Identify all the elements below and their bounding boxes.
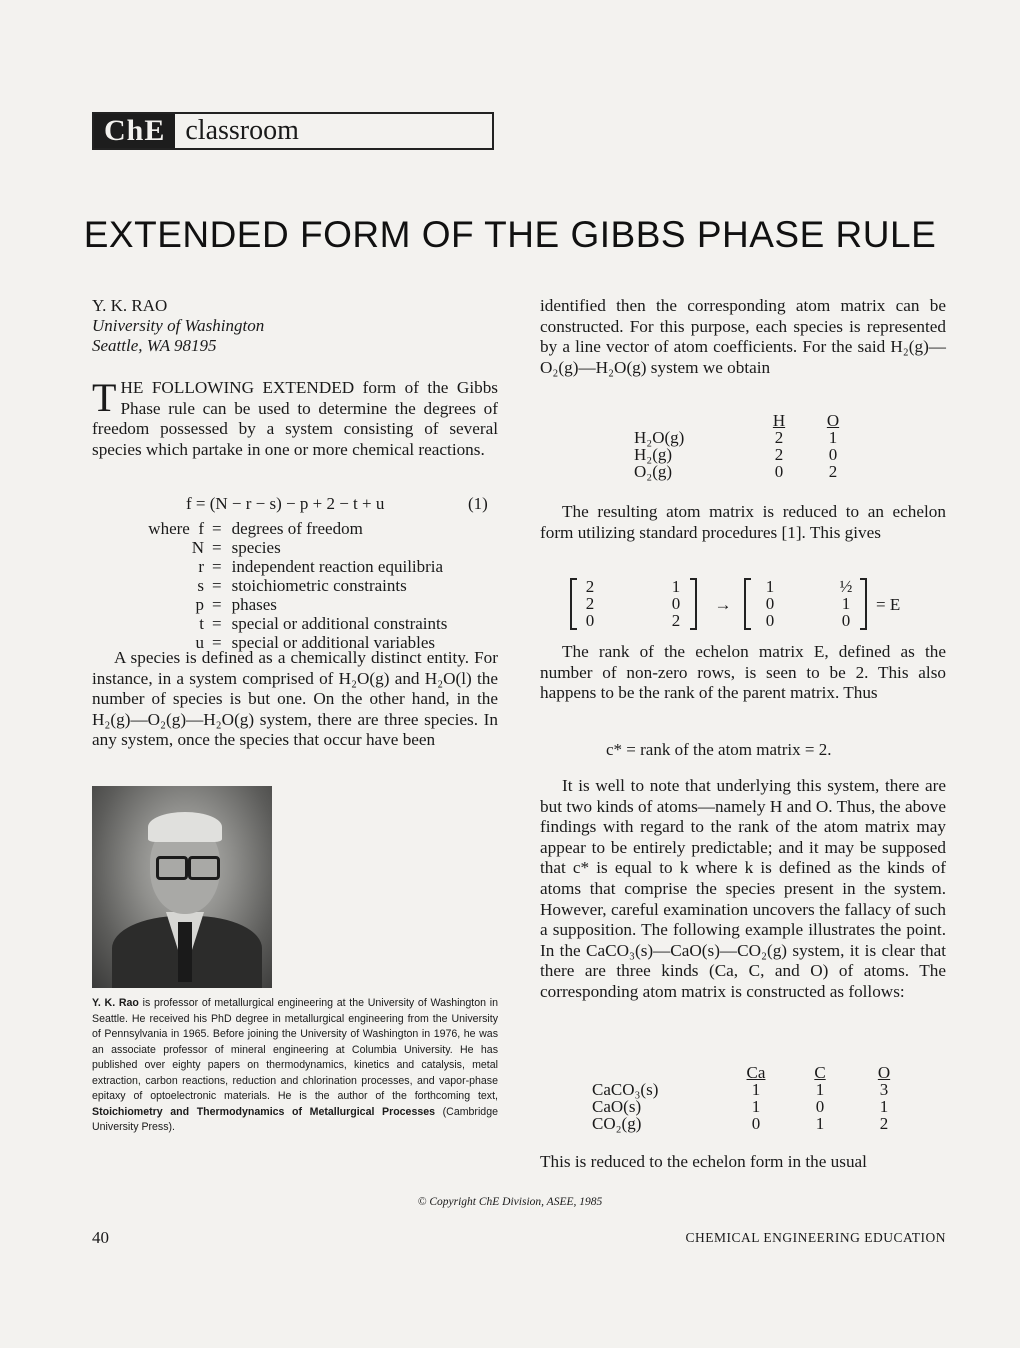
matrix-row-label: CaO(s) — [592, 1097, 642, 1116]
matrix-cell: 0 — [765, 611, 775, 630]
journal-name: CHEMICAL ENGINEERING EDUCATION — [685, 1230, 946, 1245]
matrix-row-label: CaCO₃(s) — [592, 1080, 659, 1099]
right-para-1: identified then the corresponding atom matrix can be constructed. For this purpose, each species is represented by a line vector of atom coefficients. For the said H₂(g)—O₂(g)—H₂O(g) system we obtain — [540, 296, 946, 377]
def-desc: phases — [231, 595, 277, 614]
intro-text: form of the Gibbs Phase rule can be used to determine the degrees of freedom possessed by a system consisting of several species which partake in one or more chemical reactions. — [92, 378, 498, 459]
matrix-row-label: O₂(g) — [634, 462, 673, 481]
matrix-cell: 1 — [751, 1080, 761, 1099]
def-symbol: p — [195, 595, 204, 614]
matrix-cell: 0 — [671, 594, 681, 613]
matrix-cell: 1 — [815, 1080, 825, 1099]
article-title: EXTENDED FORM OF THE GIBBS PHASE RULE — [83, 214, 937, 255]
bracket-right — [690, 578, 697, 630]
author-affiliation: University of Washington — [92, 316, 265, 335]
copyright-notice: © Copyright ChE Division, ASEE, 1985 — [417, 1196, 603, 1208]
matrix-cell: 0 — [841, 611, 851, 630]
def-symbol: N — [191, 538, 204, 557]
equation-number: (1) — [468, 494, 488, 513]
photo-hair — [148, 812, 222, 842]
def-desc: species — [231, 538, 281, 557]
author-block — [92, 296, 264, 356]
def-symbol: s — [197, 576, 204, 595]
bracket-left — [744, 578, 751, 630]
def-desc: special or additional variables — [231, 633, 436, 652]
matrix-cell: 2 — [585, 594, 595, 613]
matrix-cell: 3 — [879, 1080, 889, 1099]
def-desc: stoichiometric constraints — [231, 576, 407, 595]
where-label: where — [148, 519, 190, 538]
matrix-cell: 1 — [815, 1114, 825, 1133]
matrix-cell: 2 — [879, 1114, 889, 1133]
matrix-col-header: O — [877, 1063, 891, 1082]
definitions-list: where f = degrees of freedom N = species r = independent reaction equilibria s = stoichiometric constraints p = phases t = special or additional constraints u = special or additional variables — [92, 518, 449, 653]
caption-name: Y. K. Rao — [92, 997, 139, 1009]
section-label: classroom — [185, 115, 299, 146]
section-header — [92, 112, 494, 150]
right-para-3: The rank of the echelon matrix E, defined as the number of non-zero rows, is seen to be 2. This also happens to be the rank of the parent matrix. Thus — [540, 642, 946, 703]
intro-paragraph — [92, 375, 498, 460]
author-location: Seattle, WA 98195 — [92, 336, 217, 355]
author-photo — [92, 786, 272, 988]
def-symbol: u — [195, 633, 204, 652]
matrix-cell: 2 — [774, 428, 784, 447]
def-symbol: f — [198, 519, 204, 538]
caption-book: Stoichiometry and Thermodynamics of Metallurgical Processes — [92, 1105, 436, 1118]
matrix-row-label: H₂(g) — [634, 445, 673, 464]
intro-caps: HE FOLLOWING EXTENDED — [120, 378, 355, 397]
def-desc: independent reaction equilibria — [231, 557, 444, 576]
rank-equation: c* = rank of the atom matrix = 2. — [606, 740, 832, 759]
matrix-row-label: CO₂(g) — [592, 1114, 642, 1133]
che-logo: ChE — [94, 114, 175, 148]
matrix-cell: 0 — [751, 1114, 761, 1133]
right-para-4: It is well to note that underlying this system, there are but two kinds of atoms—namely H and O. Thus, the above findings with regard to the rank of the atom matrix may appear to be entirely predictable; and it may be supposed that c* is equal to k where k is defined as the kinds of atoms that comprise the species present in the system. However, careful examination uncovers the fallacy of such a supposition. The following example illustrates the point. In the CaCO₃(s)—CaO(s)—CO₂(g) system, it is clear that there are three kinds (Ca, C, and O) of atoms. The corresponding atom matrix is constructed as follows: — [540, 776, 946, 1001]
matrix-cell: 2 — [774, 445, 784, 464]
def-desc: degrees of freedom — [231, 519, 363, 538]
matrix-col-header: H — [772, 411, 786, 430]
matrix-cell: 1 — [765, 577, 775, 596]
author-caption — [92, 996, 498, 1136]
matrix-cell: 1 — [879, 1097, 889, 1116]
caption-tail: (Cambridge University Press). — [92, 1105, 498, 1133]
def-symbol: t — [199, 614, 204, 633]
photo-tie — [178, 922, 192, 982]
matrix-cell: 0 — [585, 611, 595, 630]
right-para-5: This is reduced to the echelon form in the usual — [540, 1152, 867, 1171]
matrix-cell: 1 — [751, 1097, 761, 1116]
bracket-left — [570, 578, 577, 630]
def-symbol: r — [198, 557, 204, 576]
matrix-cell: 2 — [671, 611, 681, 630]
drop-cap: T — [92, 375, 117, 420]
matrix-col-header: O — [826, 411, 840, 430]
page-number: 40 — [92, 1228, 109, 1247]
right-para-2: The resulting atom matrix is reduced to an echelon form utilizing standard procedures [1]. This gives — [540, 502, 946, 542]
caption-text: is professor of metallurgical engineering at the University of Washington in Seattle. He received his PhD degree in metallurgical engineering from the University of Pennsylvania in 1965. Before joining the University of Washington in 1976, he was an associate professor of mineral engineering at Columbia University. He has published over eighty papers on thermodynamics, kinetics and catalysis, metal extraction, carbon reactions, reduction and chlorination processes, and vapor-phase epitaxy of optoelectronic materials. He is the author of the forthcoming text, — [92, 997, 498, 1102]
matrix-cell: 2 — [828, 462, 838, 481]
bracket-right — [860, 578, 867, 630]
matrix-cell: 0 — [828, 445, 838, 464]
matrix-col-header: C — [814, 1063, 826, 1082]
matrix-cell: 1 — [828, 428, 838, 447]
matrix-row-label: H₂O(g) — [634, 428, 685, 447]
matrix-cell: 2 — [585, 577, 595, 596]
atom-matrix-1 — [634, 412, 860, 480]
arrow-symbol: → — [714, 595, 732, 614]
matrix-cell: 0 — [774, 462, 784, 481]
matrix-cell: 0 — [815, 1097, 825, 1116]
echelon-label: = E — [876, 595, 901, 614]
matrix-cell: 1 — [671, 577, 681, 596]
atom-matrix-2 — [592, 1064, 916, 1132]
author-name: Y. K. RAO — [92, 296, 168, 315]
def-desc: special or additional constraints — [231, 614, 448, 633]
species-paragraph: A species is defined as a chemically distinct entity. For instance, in a system comprised of H₂O(g) and H₂O(l) the number of species is but one. On the other hand, in the H₂(g)—O₂(g)—H₂O(g) system, there are three species. In any system, once the species that occur have been — [92, 648, 498, 750]
matrix-cell: 1 — [841, 594, 851, 613]
equation: f = (N − r − s) − p + 2 − t + u — [186, 494, 385, 513]
matrix-cell: ½ — [839, 577, 853, 596]
matrix-cell: 0 — [765, 594, 775, 613]
echelon-reduction — [560, 578, 960, 632]
matrix-col-header: Ca — [746, 1063, 766, 1082]
photo-glasses-left — [156, 856, 188, 880]
photo-glasses-right — [188, 856, 220, 880]
